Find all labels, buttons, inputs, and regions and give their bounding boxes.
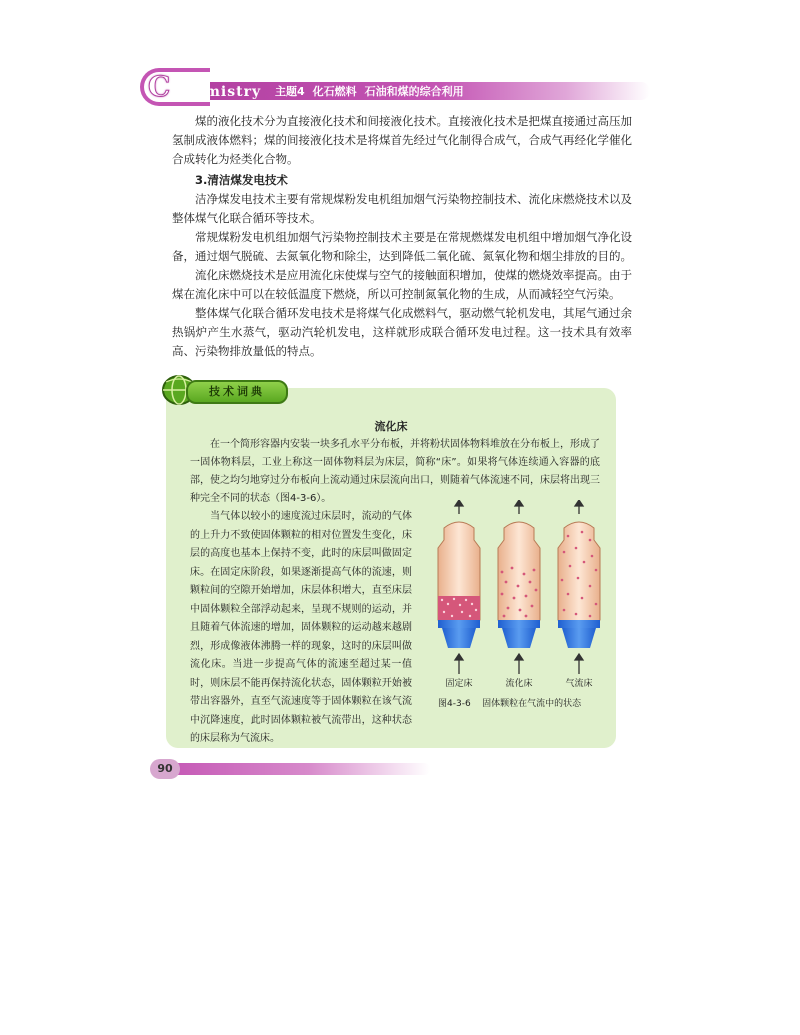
figure-number: 图4-3-6 (438, 699, 471, 709)
fluidized-bed-figure (426, 500, 612, 730)
chapter-header (140, 68, 660, 106)
figure-caption-text: 固体颗粒在气流中的状态 (482, 699, 582, 709)
label-fluidized-bed: 流化床 (505, 679, 533, 689)
paragraph: 流化床燃烧技术是应用流化床使煤与空气的接触面积增加，使煤的燃烧效率提高。由于煤在流化床中可以在较低温度下燃烧，所以可控制氮氧化物的生成，从而减轻空气污染。 (172, 268, 632, 301)
panel-column-text (190, 508, 412, 749)
panel-intro (190, 436, 600, 508)
footer-bar (160, 763, 430, 775)
paragraph: 常规煤粉发电机组加烟气污染物控制技术主要是在常规燃煤发电机组中增加烟气净化设备，通过烟气脱硫、去氮氧化物和除尘，达到降低二氧化硫、氮氧化物和烟尘排放的目的。 (172, 230, 632, 263)
panel-tag: 技术词典 (186, 380, 288, 404)
label-entrained-bed: 气流床 (565, 679, 593, 689)
figure-caption (438, 696, 608, 709)
panel-title: 流化床 (374, 420, 408, 433)
body-text (172, 112, 632, 361)
fixed-bed-reactor (438, 522, 480, 648)
crumb-section: 化石燃料 (312, 85, 357, 98)
label-fixed-bed: 固定床 (445, 679, 473, 689)
fluidized-bed-reactor (498, 522, 540, 648)
breadcrumb (275, 83, 464, 99)
crumb-topic: 主题4 (275, 85, 305, 98)
paragraph: 煤的液化技术分为直接液化技术和间接液化技术。直接液化技术是把煤直接通过高压加氢制成液体燃料；煤的间接液化技术是将煤首先经过气化制得合成气，合成气再经化学催化合成转化为烃类化合物。 (172, 114, 632, 166)
reactor-diagram (426, 500, 612, 690)
brand-initial: C (148, 70, 171, 103)
page-number: 90 (150, 759, 180, 779)
paragraph: 整体煤气化联合循环发电技术是将煤气化成燃料气，驱动燃气轮机发电，其尾气通过余热锅炉产生水蒸气，驱动汽轮机发电，这样就形成联合循环发电过程。这一技术具有效率高、污染物排放量低的特点。 (172, 306, 632, 358)
intro-paragraph: 在一个简形容器内安装一块多孔水平分布板，并将粉状固体物料堆放在分布板上，形成了一固体物料层，工业上称这一固体物料层为床层，简称“床”。如果将气体连续通入容器的底部，使之均匀地穿过分布板向上流动通过床层流向出口，则随着气体流速不同，床层将出现三种完全不同的状态（图4-3-6）。 (190, 439, 600, 504)
entrained-bed-reactor (558, 522, 600, 648)
column-paragraph: 当气体以较小的速度流过床层时，流动的气体的上升力不致使固体颗粒的相对位置发生变化，床层的高度也基本上保持不变，此时的床层叫做固定床。在固定床阶段，如果逐渐提高气体的流速，则颗粒间的空隙开始增加，床层体积增大，直至床层中固体颗粒全部浮动起来，呈现不规则的运动，并且随着气体流速的增加，固体颗粒的运动越来越剧烈，形成像液体沸腾一样的现象，这时的床层叫做流化床。当进一步提高气体的流速至超过某一值时，则床层不能再保持流化状态，固体颗粒开始被带出容器外，直至气流速度等于固体颗粒在该气流中沉降速度，此时固体颗粒被气流带出，这种状态的床层称为气流床。 (190, 511, 412, 744)
section-heading: 3.清洁煤发电技术 (195, 173, 288, 187)
brand-name: hemistry (184, 84, 262, 100)
paragraph: 洁净煤发电技术主要有常规煤粉发电机组加烟气污染物控制技术、流化床燃烧技术以及整体煤气化联合循环等技术。 (172, 192, 632, 225)
crumb-subsection: 石油和煤的综合利用 (364, 85, 464, 98)
